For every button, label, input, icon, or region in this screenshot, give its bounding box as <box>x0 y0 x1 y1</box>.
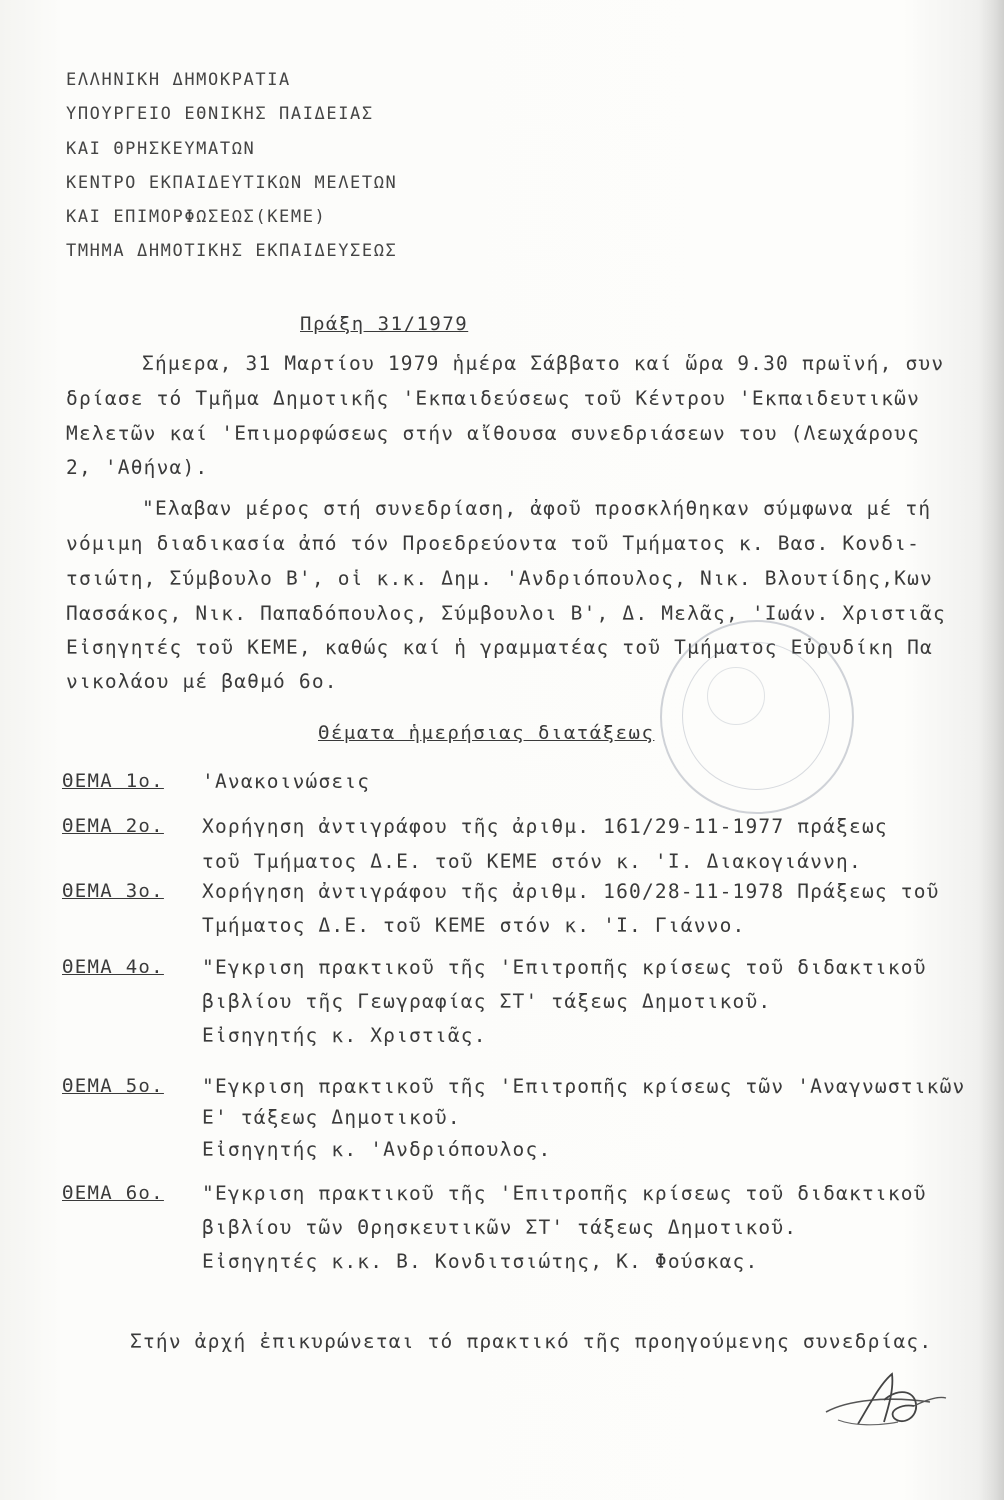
agenda-title: Θέματα ἡμερήσιας διατάξεως <box>318 722 655 744</box>
page-edge-shadow <box>978 0 1004 1500</box>
closing-sentence: Στήν ἀρχή ἐπικυρώνεται τό πρακτικό τῆς προηγούμενης συνεδρίας. <box>130 1330 933 1353</box>
header-line-1: ΕΛΛΗΝΙΚΗ ΔΗΜΟΚΡΑΤΙΑ <box>66 70 291 90</box>
header-line-6: ΤΜΗΜΑ ΔΗΜΟΤΙΚΗΣ ΕΚΠΑΙΔΕΥΣΕΩΣ <box>66 241 398 261</box>
header-line-2: ΥΠΟΥΡΓΕΙΟ ΕΘΝΙΚΗΣ ΠΑΙΔΕΙΑΣ <box>66 104 374 124</box>
topic-3-label: ΘΕΜΑ 3ο. <box>62 880 164 902</box>
document-title: Πράξη 31/1979 <box>300 313 469 335</box>
paragraph-2-line-5: Εἰσηγητές τοῦ ΚΕΜΕ, καθώς καί ἡ γραμματέας τοῦ Τμήματος Εὐρυδίκη Πα <box>66 636 933 659</box>
topic-1-label: ΘΕΜΑ 1ο. <box>62 770 164 792</box>
paragraph-2-line-3: τσιώτη, Σύμβουλο Β', οἱ κ.κ. Δημ. 'Ανδριόπουλος, Νικ. Βλουτίδης,Κων <box>66 567 933 590</box>
paragraph-1-line-3: Μελετῶν καί 'Επιμορφώσεως στήν αἴθουσα συνεδριάσεων του (Λεωχάρους <box>66 422 921 445</box>
paragraph-2-line-6: νικολάου μέ βαθμό 6ο. <box>66 670 338 693</box>
paragraph-1-line-2: δρίασε τό Τμῆμα Δημοτικῆς 'Εκπαιδεύσεως τοῦ Κέντρου 'Εκπαιδευτικῶν <box>66 387 921 410</box>
topic-2-label: ΘΕΜΑ 2ο. <box>62 815 164 837</box>
paragraph-2-line-2: νόμιμη διαδικασία ἀπό τόν Προεδρεύοντα τοῦ Τμήματος κ. Βασ. Κονδι- <box>66 532 921 555</box>
topic-5-line-2: Ε' τάξεως Δημοτικοῦ. <box>202 1106 461 1129</box>
header-line-5: ΚΑΙ ΕΠΙΜΟΡΦΩΣΕΩΣ(ΚΕΜΕ) <box>66 207 327 227</box>
topic-4-label: ΘΕΜΑ 4ο. <box>62 956 164 978</box>
paragraph-2-line-1: "Ελαβαν μέρος στή συνεδρίαση, ἀφοῦ προσκλήθηκαν σύμφωνα μέ τή <box>142 497 932 520</box>
topic-3-line-2: Τμήματος Δ.Ε. τοῦ ΚΕΜΕ στόν κ. 'Ι. Γιάννο. <box>202 914 746 937</box>
topic-4-line-1: "Εγκριση πρακτικοῦ τῆς 'Επιτροπῆς κρίσεως τοῦ διδακτικοῦ <box>202 956 927 979</box>
topic-6-line-2: βιβλίου τῶν Θρησκευτικῶν ΣΤ' τάξεως Δημοτικοῦ. <box>202 1216 798 1239</box>
header-line-3: ΚΑΙ ΘΡΗΣΚΕΥΜΑΤΩΝ <box>66 139 256 159</box>
paragraph-1-line-1: Σήμερα, 31 Μαρτίου 1979 ἡμέρα Σάββατο καί ὥρα 9.30 πρωϊνή, συν <box>142 352 945 375</box>
topic-4-line-2: βιβλίου τῆς Γεωγραφίας ΣΤ' τάξεως Δημοτικοῦ. <box>202 990 772 1013</box>
topic-1-line-1: 'Ανακοινώσεις <box>202 770 371 793</box>
topic-6-line-1: "Εγκριση πρακτικοῦ τῆς 'Επιτροπῆς κρίσεως τοῦ διδακτικοῦ <box>202 1182 927 1205</box>
topic-2-line-1: Χορήγηση ἀντιγράφου τῆς ἀριθμ. 161/29-11-1977 πράξεως <box>202 815 888 838</box>
topic-6-label: ΘΕΜΑ 6ο. <box>62 1182 164 1204</box>
header-line-4: ΚΕΝΤΡΟ ΕΚΠΑΙΔΕΥΤΙΚΩΝ ΜΕΛΕΤΩΝ <box>66 173 398 193</box>
topic-6-line-3: Εἰσηγητές κ.κ. Β. Κονδιτσιώτης, Κ. Φούσκας. <box>202 1250 759 1273</box>
topic-2-line-2: τοῦ Τμήματος Δ.Ε. τοῦ ΚΕΜΕ στόν κ. 'Ι. Διακογιάννη. <box>202 850 862 873</box>
paragraph-2-line-4: Πασσάκος, Νικ. Παπαδόπουλος, Σύμβουλοι Β', Δ. Μελᾶς, 'Ιωάν. Χριστιᾶς <box>66 602 946 625</box>
official-stamp <box>660 620 854 814</box>
handwritten-signature <box>818 1360 958 1440</box>
topic-4-line-3: Εἰσηγητής κ. Χριστιᾶς. <box>202 1024 487 1047</box>
topic-5-line-1: "Εγκριση πρακτικοῦ τῆς 'Επιτροπῆς κρίσεως τῶν 'Αναγνωστικῶν <box>202 1075 966 1098</box>
topic-5-label: ΘΕΜΑ 5ο. <box>62 1075 164 1097</box>
topic-5-line-3: Εἰσηγητής κ. 'Ανδριόπουλος. <box>202 1138 552 1161</box>
stamp-emblem <box>707 667 765 725</box>
paragraph-1-line-4: 2, 'Αθήνα). <box>66 456 209 479</box>
topic-3-line-1: Χορήγηση ἀντιγράφου τῆς ἀριθμ. 160/28-11-1978 Πράξεως τοῦ <box>202 880 940 903</box>
